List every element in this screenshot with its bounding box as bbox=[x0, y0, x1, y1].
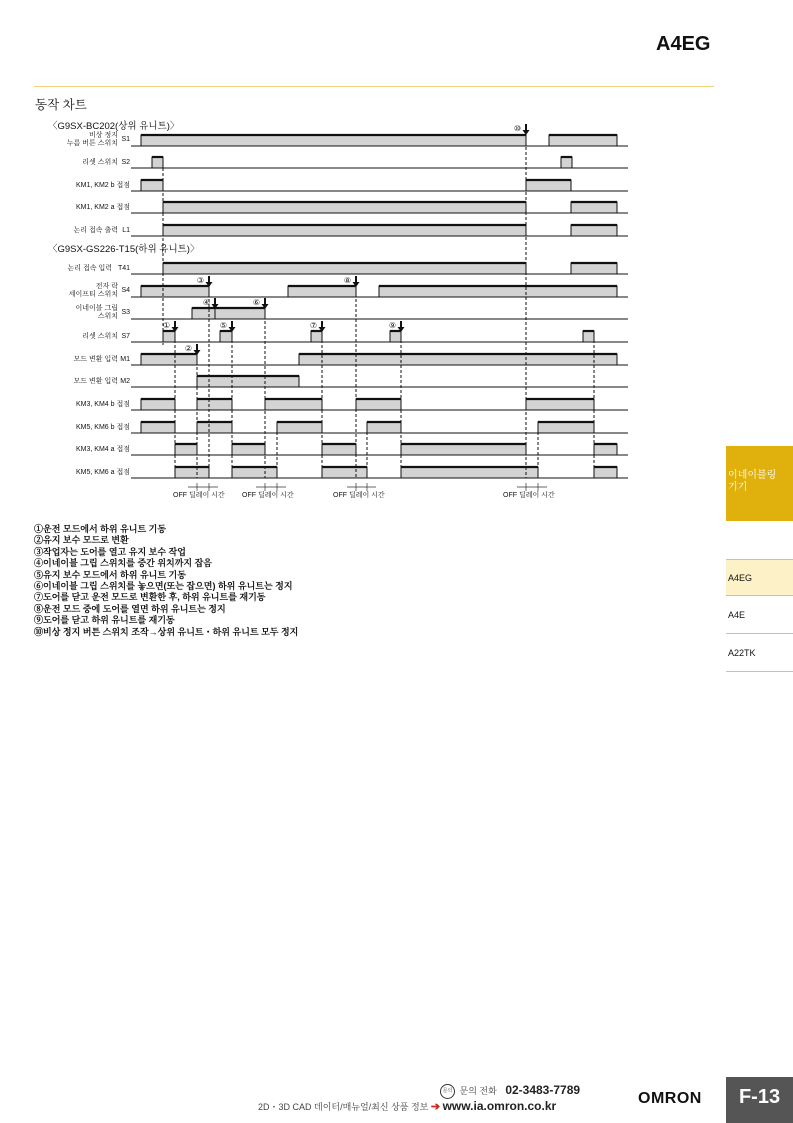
phone-icon: 문의 bbox=[440, 1084, 455, 1099]
sidebar-item-a4eg[interactable]: A4EG bbox=[726, 559, 793, 596]
signal-pulse bbox=[197, 399, 232, 410]
signal-pulse bbox=[163, 331, 175, 342]
legend-item: ③작업자는 도어를 열고 유지 보수 작업 bbox=[34, 546, 186, 557]
signal-label: 비상 정지 bbox=[89, 132, 118, 139]
event-marker: ⑥ bbox=[252, 298, 260, 307]
event-marker: ① bbox=[162, 321, 170, 330]
signal-pulse bbox=[367, 422, 401, 433]
event-marker: ⑤ bbox=[219, 321, 227, 330]
sidebar-item-a4e[interactable]: A4E bbox=[726, 597, 793, 634]
signal-pulse bbox=[141, 354, 197, 365]
model-title: A4EG bbox=[656, 33, 711, 55]
event-marker: ③ bbox=[196, 276, 204, 285]
signal-label: 논리 접속 출력 bbox=[73, 227, 118, 234]
event-marker: ⑦ bbox=[309, 321, 317, 330]
signal-pulse bbox=[583, 331, 594, 342]
signal-pulse bbox=[163, 263, 526, 274]
event-legend bbox=[34, 524, 298, 638]
signal-pulse bbox=[322, 444, 356, 455]
signal-code: S3 bbox=[121, 309, 130, 316]
signal-pulse bbox=[141, 180, 163, 191]
signal-pulse bbox=[379, 286, 617, 297]
off-delay-label: OFF 딜레이 시간 bbox=[333, 492, 385, 499]
signal-label: 세이프티 스위치 bbox=[68, 291, 118, 298]
signal-pulse bbox=[401, 467, 538, 478]
signal-code: S7 bbox=[121, 333, 130, 340]
sidebar-item-a22tk[interactable]: A22TK bbox=[726, 635, 793, 672]
signal-pulse bbox=[288, 286, 356, 297]
legend-item: ⑨도어를 닫고 하위 유니트를 재기동 bbox=[34, 615, 175, 626]
sidebar-category[interactable] bbox=[726, 446, 793, 521]
signal-pulse bbox=[401, 444, 526, 455]
phone-number: 02-3483-7789 bbox=[505, 1083, 581, 1097]
signal-pulse bbox=[594, 467, 617, 478]
arrow-right-icon: ➔ bbox=[430, 1101, 441, 1113]
signal-label: 전자 락 bbox=[95, 283, 118, 290]
signal-label: KM5, KM6 a 접점 bbox=[76, 469, 130, 476]
web-label: 2D・3D CAD 데이터/매뉴얼/최신 상품 정보 bbox=[258, 1102, 429, 1112]
signal-pulse bbox=[311, 331, 322, 342]
signal-pulse bbox=[152, 157, 163, 168]
signal-code: S2 bbox=[121, 159, 130, 166]
signal-label: 모드 변환 입력 bbox=[73, 378, 118, 385]
group-title: 〈G9SX-BC202(상위 유니트)〉 bbox=[48, 121, 180, 132]
signal-pulse bbox=[175, 467, 209, 478]
signal-pulse bbox=[322, 467, 367, 478]
legend-item: ④이네이블 그립 스위치를 중간 위치까지 잡음 bbox=[34, 558, 212, 569]
website-link[interactable]: www.ia.omron.co.kr bbox=[442, 1099, 557, 1113]
signal-pulse bbox=[265, 399, 322, 410]
signal-label: 이네이블 그립 bbox=[75, 305, 118, 312]
signal-pulse bbox=[141, 286, 209, 297]
legend-item: ⑥이네이블 그립 스위치를 놓으면(또는 잡으면) 하위 유니트는 정지 bbox=[34, 581, 293, 592]
signal-label: KM1, KM2 b 접점 bbox=[76, 182, 130, 189]
signal-pulse bbox=[277, 422, 322, 433]
timing-chart bbox=[0, 0, 793, 510]
legend-item: ⑦도어를 닫고 운전 모드로 변환한 후, 하위 유니트를 재기동 bbox=[34, 592, 266, 603]
event-marker: ⑩ bbox=[513, 124, 521, 133]
signal-code: T41 bbox=[117, 265, 130, 272]
signal-pulse bbox=[561, 157, 572, 168]
off-delay-label: OFF 딜레이 시간 bbox=[503, 492, 555, 499]
page-number: F-13 bbox=[726, 1077, 793, 1123]
signal-pulse bbox=[232, 467, 277, 478]
signal-label: 모드 변환 입력 bbox=[73, 356, 118, 363]
signal-pulse bbox=[163, 202, 526, 213]
signal-pulse bbox=[571, 225, 617, 236]
event-marker: ⑨ bbox=[388, 321, 396, 330]
legend-item: ⑩비상 정지 버튼 스위치 조작→상위 유니트・하위 유니트 모두 정지 bbox=[34, 626, 299, 637]
signal-pulse bbox=[526, 399, 594, 410]
signal-label: 리셋 스위치 bbox=[82, 333, 118, 340]
signal-pulse bbox=[197, 422, 232, 433]
footer-web bbox=[258, 1099, 556, 1113]
signal-pulse bbox=[141, 422, 175, 433]
signal-pulse bbox=[594, 444, 617, 455]
phone-label: 문의 전화 bbox=[459, 1086, 497, 1096]
brand-logo: OMRON bbox=[638, 1090, 702, 1107]
signal-pulse bbox=[299, 354, 617, 365]
off-delay-label: OFF 딜레이 시간 bbox=[242, 492, 294, 499]
signal-label: KM3, KM4 b 접점 bbox=[76, 401, 130, 408]
signal-code: S1 bbox=[121, 136, 130, 143]
signal-code: L1 bbox=[122, 227, 130, 234]
signal-pulse bbox=[538, 422, 594, 433]
signal-code: S4 bbox=[121, 287, 130, 294]
signal-label: 논리 접속 입력 bbox=[67, 265, 112, 272]
signal-pulse bbox=[571, 202, 617, 213]
group-title: 〈G9SX-GS226-T15(하위 유니트)〉 bbox=[48, 244, 200, 255]
signal-label: 리셋 스위치 bbox=[82, 159, 118, 166]
signal-pulse bbox=[356, 399, 401, 410]
legend-item: ⑧운전 모드 중에 도어를 열면 하위 유니트는 정지 bbox=[34, 603, 226, 614]
signal-label: 스위치 bbox=[97, 313, 118, 320]
signal-label: KM5, KM6 b 접점 bbox=[76, 424, 130, 431]
signal-pulse bbox=[197, 376, 299, 387]
signal-pulse bbox=[526, 180, 571, 191]
signal-pulse bbox=[390, 331, 401, 342]
signal-pulse bbox=[175, 444, 197, 455]
signal-pulse bbox=[192, 308, 265, 319]
signal-code: M2 bbox=[120, 378, 130, 385]
signal-pulse bbox=[141, 399, 175, 410]
event-marker: ④ bbox=[202, 298, 210, 307]
signal-pulse bbox=[220, 331, 232, 342]
legend-item: ②유지 보수 모드로 변환 bbox=[34, 535, 129, 546]
signal-label: KM1, KM2 a 접점 bbox=[76, 204, 130, 211]
signal-label: 누름 버튼 스위치 bbox=[66, 140, 118, 147]
event-marker: ⑧ bbox=[343, 276, 351, 285]
signal-code: M1 bbox=[120, 356, 130, 363]
signal-pulse bbox=[571, 263, 617, 274]
signal-pulse bbox=[549, 135, 617, 146]
signal-pulse bbox=[232, 444, 265, 455]
signal-pulse bbox=[141, 135, 526, 146]
sidebar-category-line2: 기기 bbox=[728, 482, 748, 493]
off-delay-label: OFF 딜레이 시간 bbox=[173, 492, 225, 499]
legend-item: ①운전 모드에서 하위 유니트 기동 bbox=[34, 524, 167, 534]
sidebar-category-line1: 이네이블링 bbox=[728, 470, 777, 481]
section-title: 동작 차트 bbox=[35, 98, 87, 112]
signal-label: KM3, KM4 a 접점 bbox=[76, 446, 130, 453]
signal-pulse bbox=[163, 225, 526, 236]
footer-phone bbox=[440, 1083, 580, 1099]
legend-item: ⑤유지 보수 모드에서 하위 유니트 기동 bbox=[34, 569, 186, 580]
event-marker: ② bbox=[184, 344, 192, 353]
